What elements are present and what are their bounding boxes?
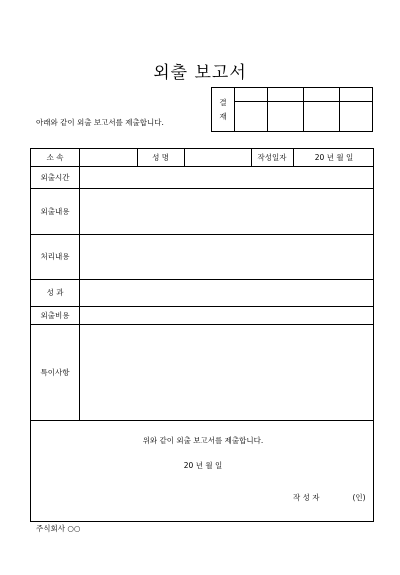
notes-label: 특이사항 [40, 367, 70, 377]
divider [234, 88, 235, 131]
out-time-field[interactable] [80, 166, 375, 188]
approval-label: 결 [219, 98, 227, 107]
out-content-label: 외출내용 [40, 206, 70, 216]
cost-field[interactable] [80, 306, 375, 324]
date-label: 작성일자 [257, 153, 287, 162]
approval-label: 재 [219, 112, 227, 121]
handling-field[interactable] [80, 234, 375, 279]
notes-field[interactable] [80, 324, 375, 420]
closing-date[interactable]: 20 년 월 일 [183, 460, 223, 470]
date-value[interactable]: 20 년 월 일 [314, 153, 354, 162]
divider [234, 101, 372, 102]
name-label: 성 명 [152, 153, 169, 162]
name-field[interactable] [185, 149, 251, 166]
company-name: 주식회사 ○○ [36, 524, 81, 533]
intro-text: 아래와 같이 외출 보고서를 제출합니다. [36, 118, 164, 127]
report-form [30, 148, 374, 522]
result-field[interactable] [80, 279, 375, 306]
out-time-label: 외출시간 [40, 172, 70, 182]
divider [267, 88, 268, 131]
handling-label: 처리내용 [40, 252, 70, 261]
out-content-field[interactable] [80, 188, 375, 234]
approval-box [211, 87, 373, 132]
result-label: 성 과 [46, 288, 64, 297]
page-title: 외출 보고서 [153, 63, 247, 83]
department-label: 소 속 [46, 153, 64, 162]
author-label: 작 성 자 [293, 492, 320, 502]
divider [339, 88, 340, 131]
divider [31, 420, 373, 421]
seal-mark: (인) [352, 492, 366, 502]
department-field[interactable] [80, 149, 137, 166]
closing-statement: 위와 같이 외출 보고서를 제출합니다. [142, 435, 264, 445]
divider [303, 88, 304, 131]
cost-label: 외출비용 [40, 310, 70, 320]
